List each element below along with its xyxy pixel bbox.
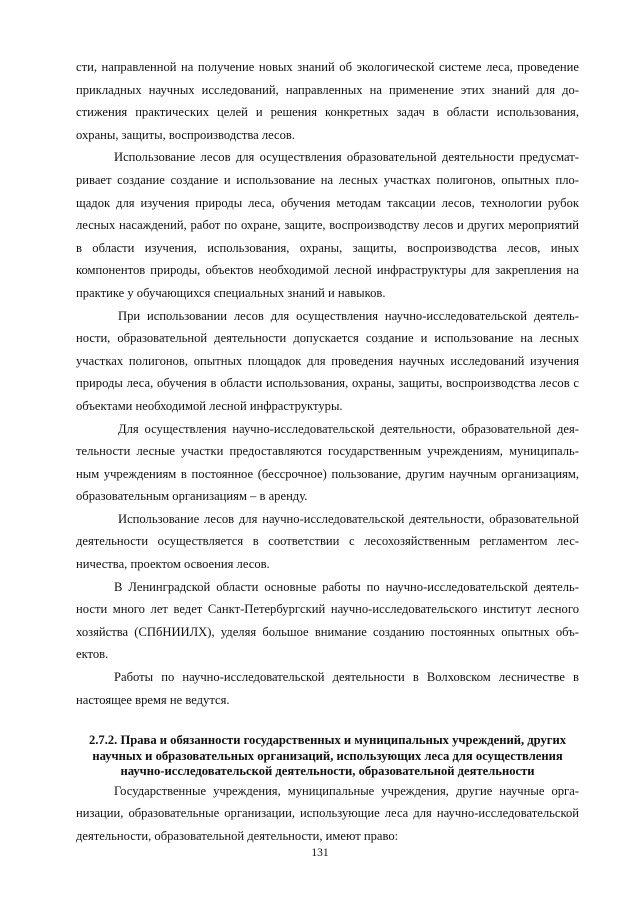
paragraph-3: При использовании лесов для осуществления научно-исследовательской деятельности, образовательной деятельности допускается создание и использование на лесных участках полигонов, опытных площадок для проведения научных исследований изучения природы леса, обучения в области использования, охраны, защиты, воспроизводства лесов с объектами необходимой лесной инфраструктуры. (76, 308, 579, 413)
page-number: 131 (311, 847, 329, 859)
paragraph-2: Использование лесов для осуществления образовательной деятельности предусматривает создание создание и использование на лесных участках полигонов, опытных площадок для изучения природы леса, обучения методам таксации лесов, технологии рубок лесных насаждений, работ по охране, защите, воспроизводству лесов и других мероприятий в области изучения, использования, охраны, защиты, воспроизводства лесов, иных компонентов природы, объектов необходимой лесной инфраструктуры для закрепления на практике у обучающихся специальных знаний и навыков. (76, 150, 579, 300)
paragraph-6: В Ленинградской области основные работы по научно-исследовательской деятельности много лет ведет Санкт-Петербургский научно-исследовательского институт лесного хозяйства (СПбНИИЛХ), уделяя большое внимание созданию постоянных опытных объектов. (76, 579, 579, 662)
document-page (76, 56, 579, 848)
paragraph-4: Для осуществления научно-исследовательской деятельности, образовательной деятельности лесные участки предоставляются государственным учреждениям, муниципальным учреждениям в постоянное (бессрочное) пользование, другим научным организациям, образовательным организациям – в аренду. (76, 421, 579, 504)
paragraph-5: Использование лесов для научно-исследовательской деятельности, образовательной деятельности осуществляется в соответствии с лесохозяйственным регламентом лесничества, проектом освоения лесов. (76, 511, 579, 572)
paragraph-1: сти, направленной на получение новых знаний об экологической системе леса, проведение прикладных научных исследований, направленных на применение этих знаний для достижения практических целей и решения конкретных задач в области использования, охраны, защиты, воспроизводства лесов. (76, 60, 579, 142)
paragraph-final: Государственные учреждения, муниципальные учреждения, другие научные организации, образовательные организации, использующие леса для научно-исследовательской деятельности, образовательной деятельности, имеют право: (76, 783, 579, 843)
paragraph-7: Работы по научно-исследовательской деятельности в Волховском лесничестве в настоящее время не ведутся. (76, 670, 579, 707)
section-heading: 2.7.2. Права и обязанности государственных и муниципальных учреждений, других научных и образовательных организаций, использующих леса для осуществления научно-исследовательской деятельности, образовательной деятельности (88, 733, 567, 779)
